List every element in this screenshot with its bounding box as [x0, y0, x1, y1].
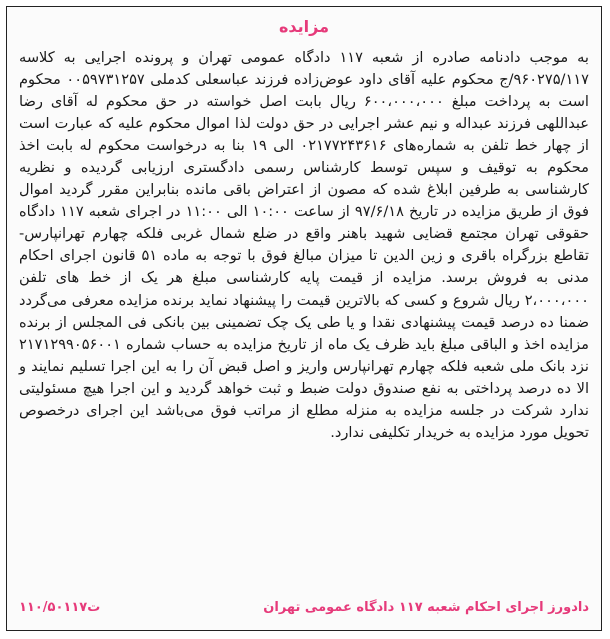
notice-code: ۱۱۰/۵۰۱۱۷ت — [19, 600, 101, 615]
auction-notice — [6, 6, 602, 631]
notice-signer: دادورز اجرای احکام شعبه ۱۱۷ دادگاه عمومی تهران — [263, 600, 589, 615]
notice-footer — [19, 600, 589, 622]
notice-title: مزایده — [278, 17, 330, 36]
notice-body: به موجب دادنامه صادره از شعبه ۱۱۷ دادگاه عمومی تهران و پرونده اجرایی به کلاسه ۹۶۰۲۷۵/۱۱۷/ج محکوم علیه آقای داود عوض‌زاده فرزند عباسعلی کدملی ۰۰۵۹۷۳۱۲۵۷ محکوم است به پرداخت مبلغ ۶۰۰،۰۰۰،۰۰۰ ریال بابت اصل خواسته در حق محکوم له آقای رضا عبداللهی فرزند عبداله و نیم عشر اجرایی در حق دولت لذا اموال محکوم علیه که عبارت است از چهار خط تلفن به شماره‌های ۰۲۱۷۷۲۴۳۶۱۶ الی ۱۹ بنا به درخواست محکوم له بابت اخذ محکوم به توقیف و سپس توسط کارشناس رسمی دادگستری ارزیابی گردیده و نظریه کارشناسی به طرفین ابلاغ شده که مصون از اعتراض باقی مانده بنابراین مقرر گردید اموال فوق از طریق مزایده در تاریخ ۹۷/۶/۱۸ از ساعت ۱۰:۰۰ الی ۱۱:۰۰ در اجرای شعبه ۱۱۷ دادگاه حقوقی تهران مجتمع قضایی شهید باهنر واقع در ضلع شمال غربی فلکه چهارم تهرانپارس- تقاطع بزرگراه باقری و زین الدین تا میزان مبالغ فوق با توجه به ماده ۵۱ قانون اجرای احکام مدنی به فروش برسد. مزایده از قیمت پایه کارشناسی مبلغ هر یک از خط های تلفن ۲،۰۰۰،۰۰۰ ریال شروع و کسی که بالاترین قیمت را پیشنهاد نماید برنده مزایده معرفی می‌گردد ضمنا ده درصد قیمت پیشنهادی نقدا و یا طی یک چک تضمینی بین بانکی فی المجلس از برنده مزایده اخذ و الباقی مبلغ باید ظرف یک ماه از تاریخ مزایده به حساب شماره ۲۱۷۱۲۹۹۰۵۶۰۰۱ نزد بانک ملی شعبه فلکه چهارم تهرانپارس واریز و اصل قبض آن را به این اجرا تسلیم نمایند و الا ده درصد پرداختی به نفع صندوق دولت ضبط و ثبت خواهد گردید و این اجرا هیچ مسئولیتی ندارد شرکت در جلسه مزایده به منزله مطلع از مراتب فوق می‌باشد این اجرای درخصوص تحویل مورد مزایده به خریدار تکلیفی ندارد. — [19, 49, 589, 441]
